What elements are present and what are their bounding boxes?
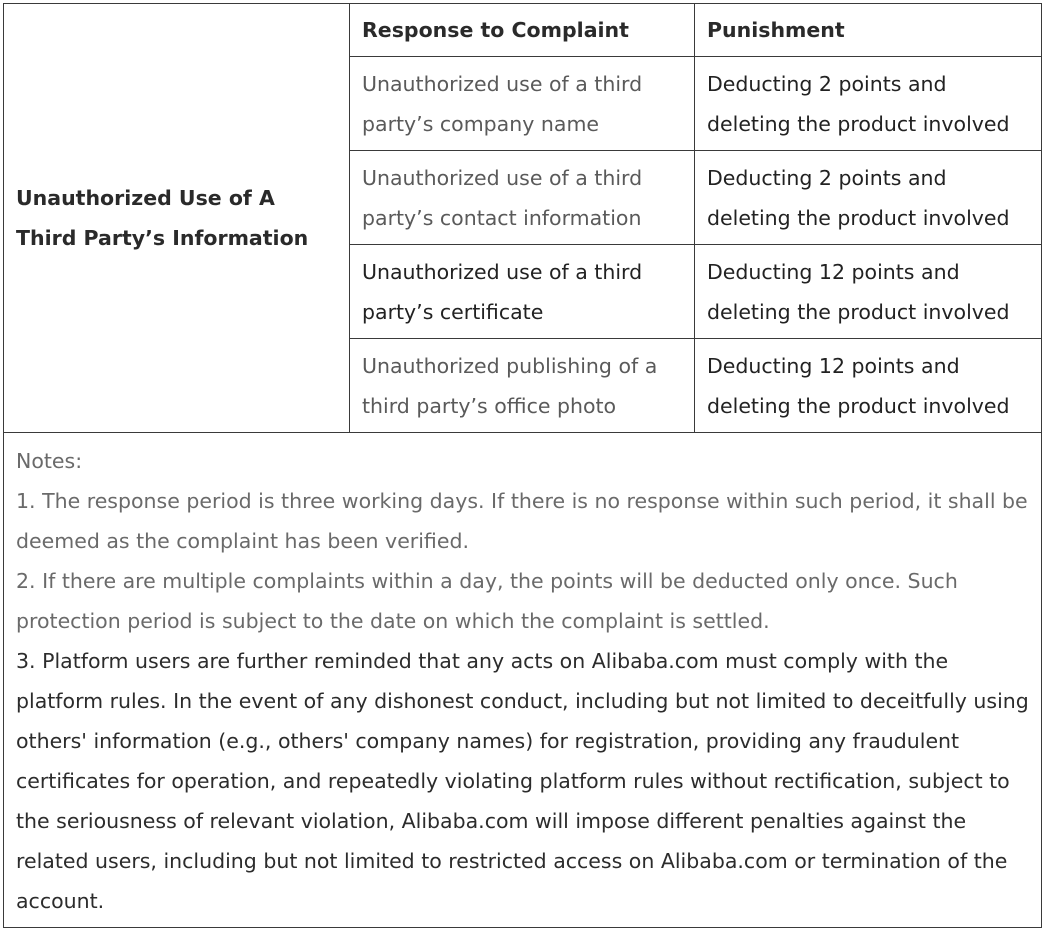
response-cell: Unauthorized use of a third party’s contact information xyxy=(350,151,695,245)
response-header: Response to Complaint xyxy=(350,4,695,57)
penalty-table xyxy=(3,3,1042,928)
punishment-header: Punishment xyxy=(695,4,1042,57)
table-header-row xyxy=(4,4,1042,57)
punishment-cell: Deducting 12 points and deleting the product involved xyxy=(695,339,1042,433)
response-cell: Unauthorized use of a third party’s certificate xyxy=(350,245,695,339)
document-container xyxy=(3,3,1041,928)
punishment-cell: Deducting 12 points and deleting the product involved xyxy=(695,245,1042,339)
notes-title: Notes: xyxy=(16,449,83,473)
note-item: 2. If there are multiple complaints within a day, the points will be deducted only once. Such protection period is subject to the date on which the complaint is settled. xyxy=(16,569,958,633)
response-cell: Unauthorized use of a third party’s company name xyxy=(350,57,695,151)
note-item: 3. Platform users are further reminded that any acts on Alibaba.com must comply with the platform rules. In the event of any dishonest conduct, including but not limited to deceitfully using others' information (e.g., others' company names) for registration, providing any fraudulent certificates for operation, and repeatedly violating platform rules without rectification, subject to the seriousness of relevant violation, Alibaba.com will impose different penalties against the related users, including but not limited to restricted access on Alibaba.com or termination of the account. xyxy=(16,649,1029,913)
notes-row xyxy=(4,433,1042,928)
punishment-cell: Deducting 2 points and deleting the product involved xyxy=(695,151,1042,245)
notes-cell xyxy=(4,433,1042,928)
note-item: 1. The response period is three working days. If there is no response within such period, it shall be deemed as the complaint has been verified. xyxy=(16,489,1028,553)
response-cell: Unauthorized publishing of a third party’s office photo xyxy=(350,339,695,433)
category-cell: Unauthorized Use of A Third Party’s Information xyxy=(4,4,350,433)
punishment-cell: Deducting 2 points and deleting the product involved xyxy=(695,57,1042,151)
